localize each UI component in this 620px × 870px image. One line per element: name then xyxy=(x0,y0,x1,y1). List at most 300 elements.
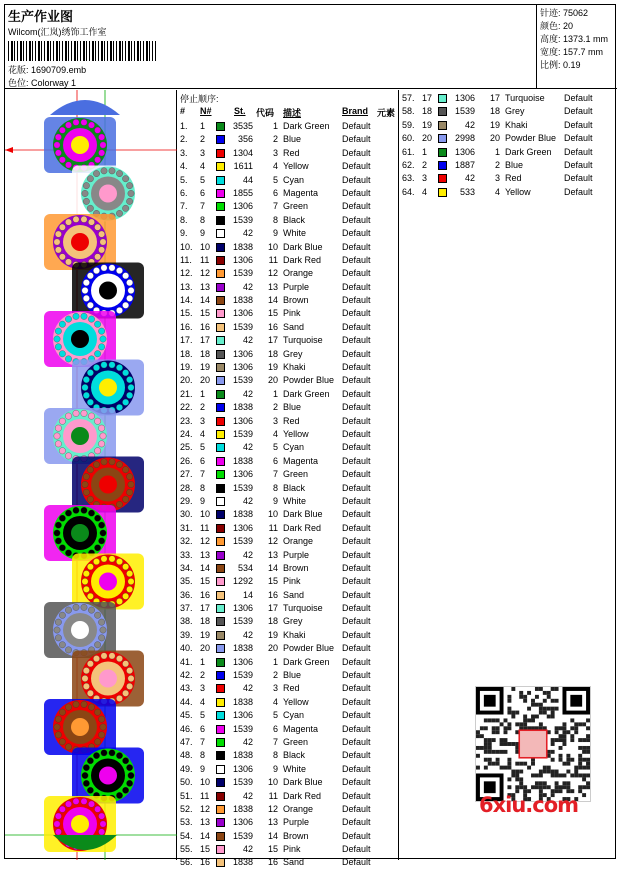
row-index: 25. xyxy=(180,442,193,453)
row-needle: 5 xyxy=(200,442,206,453)
color-swatch xyxy=(438,121,447,130)
guide-arrow-icon xyxy=(5,147,13,153)
row-brand: Default xyxy=(342,696,371,707)
table-row xyxy=(178,160,398,173)
row-stitches: 1838 xyxy=(232,295,253,306)
table-row xyxy=(178,589,398,602)
row-brand: Default xyxy=(342,616,371,627)
row-stitches: 1306 xyxy=(232,710,253,721)
row-code: 1 xyxy=(272,121,278,131)
row-code: 4 xyxy=(272,428,278,439)
qr-logo-icon xyxy=(519,730,547,758)
row-stitches: 1855 xyxy=(232,187,253,198)
row-description: Sand xyxy=(283,321,305,332)
row-code: 4 xyxy=(494,186,500,197)
row-brand: Default xyxy=(564,119,593,130)
row-brand: Default xyxy=(564,106,593,117)
table-row xyxy=(178,615,398,628)
color-swatch xyxy=(216,176,225,185)
color-swatch xyxy=(216,470,225,479)
row-code: 11 xyxy=(268,522,278,533)
medallion xyxy=(44,699,116,755)
table-row xyxy=(178,495,398,508)
row-stitches: 1306 xyxy=(232,817,253,828)
row-brand: Default xyxy=(342,803,371,814)
page-title: 生产作业图 xyxy=(8,10,74,25)
table-row xyxy=(178,348,398,361)
stat-scale: 比例: 0.19 xyxy=(540,60,581,70)
row-stitches: 1539 xyxy=(232,830,253,841)
row-index: 8. xyxy=(180,214,188,225)
row-code: 19 xyxy=(267,362,278,373)
table-row xyxy=(178,856,398,869)
row-needle: 10 xyxy=(200,777,211,788)
row-brand: Default xyxy=(342,362,371,373)
row-code: 19 xyxy=(489,119,500,130)
row-index: 64. xyxy=(402,186,415,197)
row-index: 40. xyxy=(180,643,193,654)
row-index: 30. xyxy=(180,509,193,520)
row-index: 47. xyxy=(180,736,193,747)
stats-panel xyxy=(537,5,617,89)
row-code: 13 xyxy=(267,281,278,292)
row-brand: Default xyxy=(342,174,371,185)
row-code: 3 xyxy=(272,147,278,158)
row-index: 7. xyxy=(180,201,188,212)
row-needle: 1 xyxy=(200,121,206,131)
row-code: 4 xyxy=(272,161,278,172)
row-code: 13 xyxy=(267,549,278,560)
row-index: 38. xyxy=(180,616,193,627)
row-brand: Default xyxy=(342,763,371,774)
row-needle: 18 xyxy=(200,348,211,359)
row-stitches: 1304 xyxy=(232,147,253,158)
row-index: 41. xyxy=(180,656,193,667)
color-swatch xyxy=(216,336,225,345)
row-stitches: 44 xyxy=(242,174,253,185)
row-code: 9 xyxy=(272,228,278,239)
row-code: 7 xyxy=(272,469,278,480)
table-row xyxy=(178,629,398,642)
color-swatch xyxy=(216,617,225,626)
row-brand: Default xyxy=(342,790,371,801)
row-description: Red xyxy=(283,415,300,426)
medallion xyxy=(72,166,144,222)
table-row xyxy=(178,294,398,307)
row-code: 10 xyxy=(267,241,278,252)
stat-colors: 颜色: 20 xyxy=(540,21,574,31)
color-swatch xyxy=(438,188,447,197)
table-row xyxy=(178,776,398,789)
row-description: Red xyxy=(283,683,300,694)
row-description: Dark Green xyxy=(283,121,330,131)
table-row xyxy=(400,146,617,159)
row-index: 5. xyxy=(180,174,188,185)
row-index: 31. xyxy=(180,522,193,533)
table-row xyxy=(178,281,398,294)
row-needle: 3 xyxy=(200,147,206,158)
row-index: 4. xyxy=(180,161,188,172)
color-swatch xyxy=(216,591,225,600)
table-row xyxy=(178,241,398,254)
row-stitches: 1306 xyxy=(232,469,253,480)
medallion xyxy=(72,457,144,513)
row-index: 51. xyxy=(180,790,193,801)
row-index: 3. xyxy=(180,147,188,158)
row-code: 3 xyxy=(272,415,278,426)
studio-name: Wilcom(汇岚)绣饰工作室 xyxy=(8,27,107,37)
row-description: Black xyxy=(283,214,306,225)
row-code: 2 xyxy=(272,402,278,413)
row-code: 20 xyxy=(267,643,278,654)
row-stitches: 1539 xyxy=(232,321,253,332)
row-needle: 8 xyxy=(200,750,206,761)
color-swatch xyxy=(216,350,225,359)
row-code: 20 xyxy=(267,375,278,386)
row-code: 12 xyxy=(267,803,278,814)
qr-code-image xyxy=(475,686,591,802)
row-stitches: 1306 xyxy=(232,656,253,667)
row-needle: 7 xyxy=(200,736,206,747)
col-idx: # xyxy=(180,106,186,116)
row-index: 60. xyxy=(402,133,415,144)
color-sequence-table-continued xyxy=(400,90,617,210)
row-description: Sand xyxy=(283,589,305,600)
table-row xyxy=(178,602,398,615)
row-brand: Default xyxy=(564,186,593,197)
medallion xyxy=(44,117,116,173)
table-row xyxy=(178,763,398,776)
row-stitches: 1306 xyxy=(232,415,253,426)
row-index: 13. xyxy=(180,281,193,292)
row-stitches: 1306 xyxy=(232,348,253,359)
row-stitches: 1539 xyxy=(232,616,253,627)
row-brand: Default xyxy=(342,281,371,292)
color-swatch xyxy=(216,430,225,439)
row-index: 15. xyxy=(180,308,193,319)
row-index: 19. xyxy=(180,362,193,373)
row-brand: Default xyxy=(342,134,371,145)
row-description: Turquoise xyxy=(283,603,323,614)
table-row xyxy=(178,441,398,454)
row-brand: Default xyxy=(342,254,371,265)
colorway-label: 色位: xyxy=(8,78,29,88)
row-code: 12 xyxy=(267,268,278,279)
row-brand: Default xyxy=(342,549,371,560)
row-description: Dark Red xyxy=(283,254,322,265)
row-code: 9 xyxy=(272,495,278,506)
row-index: 63. xyxy=(402,173,415,184)
row-code: 6 xyxy=(272,723,278,734)
row-description: Turquoise xyxy=(505,93,545,103)
row-brand: Default xyxy=(342,522,371,533)
colorway-info xyxy=(8,76,76,89)
row-code: 16 xyxy=(267,589,278,600)
barcode xyxy=(8,41,156,61)
row-needle: 11 xyxy=(200,522,210,533)
row-code: 3 xyxy=(272,683,278,694)
table-row xyxy=(178,374,398,387)
row-code: 7 xyxy=(272,201,278,212)
row-description: Turquoise xyxy=(283,335,323,346)
medallion xyxy=(44,505,116,561)
row-description: Dark Green xyxy=(283,388,330,399)
row-brand: Default xyxy=(342,589,371,600)
row-stitches: 1539 xyxy=(232,536,253,547)
table-row xyxy=(178,790,398,803)
row-stitches: 42 xyxy=(464,173,475,184)
color-swatch xyxy=(216,256,225,265)
row-needle: 19 xyxy=(422,119,433,130)
row-stitches: 1306 xyxy=(232,603,253,614)
row-stitches: 14 xyxy=(242,589,253,600)
row-description: Yellow xyxy=(505,186,531,197)
row-code: 1 xyxy=(494,146,500,157)
row-stitches: 1887 xyxy=(454,159,475,170)
table-header xyxy=(178,106,399,118)
row-needle: 8 xyxy=(200,214,206,225)
row-index: 36. xyxy=(180,589,193,600)
color-swatch xyxy=(216,403,225,412)
row-index: 6. xyxy=(180,187,188,198)
row-index: 49. xyxy=(180,763,193,774)
medallion xyxy=(44,311,116,367)
row-needle: 15 xyxy=(200,576,211,587)
row-index: 58. xyxy=(402,106,415,117)
row-code: 17 xyxy=(267,335,278,346)
row-code: 11 xyxy=(268,790,278,801)
row-description: Orange xyxy=(283,268,314,279)
color-swatch xyxy=(216,524,225,533)
row-brand: Default xyxy=(342,509,371,520)
row-needle: 14 xyxy=(200,562,211,573)
color-swatch xyxy=(216,604,225,613)
row-brand: Default xyxy=(564,133,593,144)
table-row xyxy=(178,401,398,414)
row-stitches: 1292 xyxy=(232,576,253,587)
design-preview xyxy=(5,90,177,860)
color-swatch xyxy=(216,216,225,225)
medallion xyxy=(72,360,144,416)
table-row xyxy=(178,682,398,695)
table-row xyxy=(178,669,398,682)
table-row xyxy=(178,361,398,374)
row-stitches: 1306 xyxy=(232,201,253,212)
row-description: Red xyxy=(283,147,300,158)
row-brand: Default xyxy=(342,402,371,413)
color-swatch xyxy=(216,738,225,747)
row-needle: 16 xyxy=(200,589,211,600)
row-stitches: 1306 xyxy=(454,146,475,157)
row-index: 35. xyxy=(180,576,193,587)
row-stitches: 1306 xyxy=(232,362,253,373)
table-row xyxy=(178,749,398,762)
table-row xyxy=(178,482,398,495)
row-needle: 2 xyxy=(422,159,428,170)
row-brand: Default xyxy=(342,455,371,466)
row-code: 13 xyxy=(267,817,278,828)
row-description: Powder Blue xyxy=(505,133,557,144)
row-index: 44. xyxy=(180,696,193,707)
color-swatch xyxy=(438,148,447,157)
colorway-value: Colorway 1 xyxy=(31,78,77,88)
row-index: 34. xyxy=(180,562,193,573)
color-swatch xyxy=(216,551,225,560)
color-swatch xyxy=(216,671,225,680)
row-needle: 2 xyxy=(200,134,206,145)
row-brand: Default xyxy=(342,442,371,453)
table-row xyxy=(400,119,617,132)
color-swatch xyxy=(216,484,225,493)
row-stitches: 1838 xyxy=(232,241,253,252)
table-row xyxy=(178,307,398,320)
table-row xyxy=(178,321,398,334)
medallion xyxy=(44,408,116,464)
row-code: 1 xyxy=(272,388,278,399)
row-needle: 3 xyxy=(422,173,428,184)
row-stitches: 3535 xyxy=(232,121,253,131)
row-code: 6 xyxy=(272,187,278,198)
stop-sequence-label: 停止顺序: xyxy=(180,94,219,104)
row-stitches: 2998 xyxy=(454,133,475,144)
color-swatch xyxy=(216,684,225,693)
color-swatch xyxy=(216,658,225,667)
row-code: 18 xyxy=(489,106,500,117)
row-needle: 12 xyxy=(200,268,211,279)
row-code: 10 xyxy=(267,509,278,520)
row-needle: 4 xyxy=(422,186,428,197)
row-index: 39. xyxy=(180,629,193,640)
row-index: 45. xyxy=(180,710,193,721)
row-brand: Default xyxy=(564,93,593,103)
row-brand: Default xyxy=(342,723,371,734)
medallion xyxy=(72,263,144,319)
row-code: 5 xyxy=(272,174,278,185)
row-stitches: 42 xyxy=(242,495,253,506)
row-needle: 8 xyxy=(200,482,206,493)
table-row xyxy=(400,132,617,145)
table-row xyxy=(178,562,398,575)
row-needle: 15 xyxy=(200,844,211,855)
row-stitches: 1838 xyxy=(232,803,253,814)
row-description: Khaki xyxy=(505,119,528,130)
col-st: St. xyxy=(234,106,246,116)
color-swatch xyxy=(216,725,225,734)
row-needle: 13 xyxy=(200,817,211,828)
row-needle: 20 xyxy=(422,133,433,144)
row-stitches: 42 xyxy=(242,228,253,239)
row-code: 10 xyxy=(267,777,278,788)
row-index: 54. xyxy=(180,830,193,841)
row-description: Brown xyxy=(283,295,309,306)
row-needle: 19 xyxy=(200,362,211,373)
row-brand: Default xyxy=(342,121,371,131)
row-description: Dark Blue xyxy=(283,509,323,520)
row-index: 28. xyxy=(180,482,193,493)
row-brand: Default xyxy=(564,159,593,170)
table-rows xyxy=(178,120,398,870)
pattern-value: 1690709.emb xyxy=(31,65,87,75)
color-swatch xyxy=(216,417,225,426)
row-index: 27. xyxy=(180,469,193,480)
row-index: 10. xyxy=(180,241,193,252)
table-row xyxy=(178,696,398,709)
row-description: Purple xyxy=(283,549,310,560)
row-code: 11 xyxy=(268,254,278,265)
row-description: Dark Red xyxy=(283,790,322,801)
row-description: White xyxy=(283,228,307,239)
table-row xyxy=(178,428,398,441)
table-row xyxy=(178,803,398,816)
row-index: 46. xyxy=(180,723,193,734)
row-description: Green xyxy=(283,201,309,212)
row-code: 7 xyxy=(272,736,278,747)
table-row xyxy=(178,227,398,240)
row-description: Orange xyxy=(283,536,314,547)
row-description: Powder Blue xyxy=(283,375,335,386)
row-index: 48. xyxy=(180,750,193,761)
color-swatch xyxy=(216,631,225,640)
color-swatch xyxy=(216,135,225,144)
row-index: 52. xyxy=(180,803,193,814)
row-code: 17 xyxy=(267,603,278,614)
row-needle: 1 xyxy=(422,146,428,157)
col-no: N# xyxy=(200,106,212,116)
row-brand: Default xyxy=(342,683,371,694)
row-stitches: 1838 xyxy=(232,857,253,868)
color-swatch xyxy=(216,858,225,867)
row-needle: 15 xyxy=(200,308,211,319)
color-swatch xyxy=(216,243,225,252)
row-description: Blue xyxy=(283,134,302,145)
row-brand: Default xyxy=(342,428,371,439)
row-index: 2. xyxy=(180,134,188,145)
color-swatch xyxy=(216,323,225,332)
row-needle: 1 xyxy=(200,656,206,667)
table-row xyxy=(178,455,398,468)
color-swatch xyxy=(438,161,447,170)
table-row xyxy=(400,105,617,118)
row-description: Khaki xyxy=(283,362,306,373)
color-swatch xyxy=(216,765,225,774)
row-description: Yellow xyxy=(283,696,309,707)
row-index: 17. xyxy=(180,335,193,346)
row-needle: 4 xyxy=(200,696,206,707)
row-index: 50. xyxy=(180,777,193,788)
row-code: 16 xyxy=(267,857,278,868)
row-brand: Default xyxy=(564,173,593,184)
row-needle: 2 xyxy=(200,670,206,681)
row-needle: 17 xyxy=(200,335,211,346)
row-brand: Default xyxy=(342,603,371,614)
row-brand: Default xyxy=(342,469,371,480)
row-description: Pink xyxy=(283,308,301,319)
row-code: 8 xyxy=(272,750,278,761)
row-stitches: 533 xyxy=(459,186,475,197)
row-brand: Default xyxy=(342,495,371,506)
row-code: 14 xyxy=(267,562,278,573)
embroidery-preview-image xyxy=(5,90,177,860)
row-description: Powder Blue xyxy=(283,643,335,654)
table-row xyxy=(400,186,617,199)
row-code: 1 xyxy=(272,656,278,667)
row-stitches: 1539 xyxy=(232,723,253,734)
color-swatch xyxy=(216,577,225,586)
row-brand: Default xyxy=(342,228,371,239)
row-index: 42. xyxy=(180,670,193,681)
row-code: 19 xyxy=(267,629,278,640)
stat-width: 宽度: 157.7 mm xyxy=(540,47,604,57)
